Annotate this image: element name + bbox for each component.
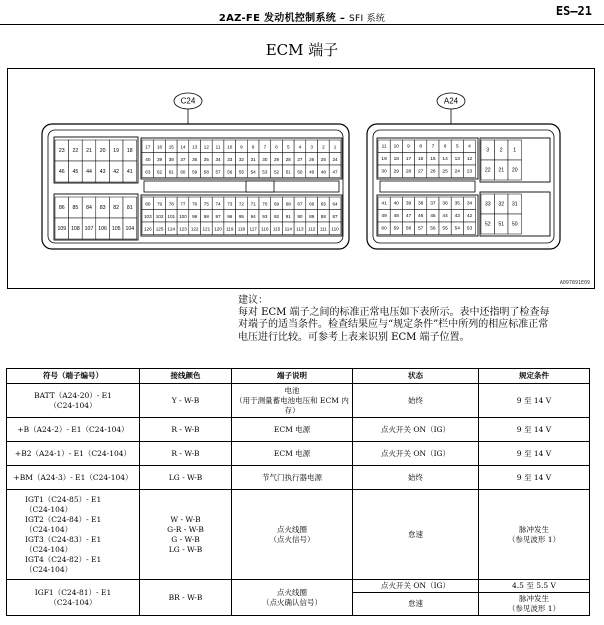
c24-right-pin-label-119: 119 xyxy=(226,226,234,232)
a24-left-pin-label-38: 38 xyxy=(418,201,424,207)
cell-desc: ECM 电源 xyxy=(232,442,353,466)
a24-left-pin-label-24: 24 xyxy=(454,169,460,175)
cell-color: R - W-B xyxy=(140,418,232,442)
a24-left-pin-label-60: 60 xyxy=(381,226,387,232)
c24-right-pin-label-92: 92 xyxy=(273,213,280,219)
a24-right-pin-label-51: 51 xyxy=(498,221,505,228)
c24-right-pin-label-50: 50 xyxy=(297,169,303,175)
c24-left-pin-label-81: 81 xyxy=(126,205,133,211)
a24-left-pin-label-35: 35 xyxy=(454,201,460,207)
c24-right-pin-label-58: 58 xyxy=(203,169,209,175)
a24-left-pin-label-40: 40 xyxy=(393,201,399,207)
c24-right-pin-label-125: 125 xyxy=(155,226,164,232)
a24-left-pin-label-42: 42 xyxy=(466,213,473,219)
c24-right-pin-label-87: 87 xyxy=(332,213,338,219)
c24-right-pin-label-56: 56 xyxy=(227,169,233,175)
c24-right-pin-label-80: 80 xyxy=(145,201,151,207)
a24-left-pin-label-34: 34 xyxy=(466,201,473,207)
cell-symbol: IGT1（C24-85）- E1 （C24-104） IGT2（C24-84）- E1 （C24-104） IGT3（C24-83）- E1 （C24-104） IGT4（C24-82）- E1 （C24-104） xyxy=(7,490,140,580)
a24-left-pin-label-30: 30 xyxy=(381,169,387,175)
cell-state: 点火开关 ON（IG） xyxy=(353,418,479,442)
c24-left-pin-label-82: 82 xyxy=(113,205,120,211)
a24-left-pin-label-8: 8 xyxy=(419,144,423,150)
c24-right-pin-label-13: 13 xyxy=(192,144,198,150)
c24-right-pin-label-75: 75 xyxy=(203,201,209,207)
c24-right-pin-label-3: 3 xyxy=(310,144,313,150)
c24-right-pin-label-31: 31 xyxy=(250,156,256,162)
cell-desc: ECM 电源 xyxy=(232,418,353,442)
a24-left-pin-label-47: 47 xyxy=(405,213,412,219)
c24-right-pin-label-48: 48 xyxy=(320,169,326,175)
c24-right-pin-label-39: 39 xyxy=(156,156,163,162)
a24-right-pin-label-33: 33 xyxy=(484,201,491,208)
c24-right-pin-label-91: 91 xyxy=(285,213,291,219)
a24-left-pin-label-27: 27 xyxy=(418,169,424,175)
cell-desc: 点火线圈 （点火确认信号） xyxy=(232,580,353,616)
c24-right-pin-label-40: 40 xyxy=(145,156,151,162)
advice-heading: 建议： xyxy=(238,295,268,306)
c24-left-pin-label-23: 23 xyxy=(58,148,65,154)
page-header xyxy=(0,0,604,25)
cell-spec: 4.5 至 5.5 V xyxy=(479,580,590,593)
a24-left-pin-label-12: 12 xyxy=(466,156,473,162)
c24-right-pin-label-54: 54 xyxy=(250,169,256,175)
c24-right-pin-label-122: 122 xyxy=(190,226,199,232)
diagram-code: A097891E09 xyxy=(559,280,590,286)
a24-left-pin-label-53: 53 xyxy=(466,226,473,232)
cell-color: W - W-B G-R - W-B G - W-B LG - W-B xyxy=(140,490,232,580)
a24-left-pin-label-57: 57 xyxy=(418,226,424,232)
c24-right-pin-label-51: 51 xyxy=(285,169,291,175)
c24-left-pin-label-42: 42 xyxy=(113,169,120,175)
c24-right-pin-label-2: 2 xyxy=(322,144,325,150)
c24-right-pin-label-25: 25 xyxy=(320,156,326,162)
a24-right-pin-label-21: 21 xyxy=(498,167,505,174)
c24-right-pin-label-114: 114 xyxy=(284,226,292,232)
advice-body: 每对 ECM 端子之间的标准正常电压如下表所示。表中还指明了检查每对端子的适当条件。检查结果应与“规定条件”栏中所列的相应标准正常电压进行比较。可参考上表来识别 ECM 端子位置。 xyxy=(238,307,550,343)
c24-right-pin-label-4: 4 xyxy=(298,144,302,150)
c24-right-pin-label-59: 59 xyxy=(192,169,198,175)
c24-right-pin-label-74: 74 xyxy=(215,201,221,207)
a24-left-pin-label-29: 29 xyxy=(393,169,399,175)
c24-right-pin-label-61: 61 xyxy=(168,169,174,175)
cell-state: 始终 xyxy=(353,384,479,418)
c24-right-pin-label-8: 8 xyxy=(251,144,255,150)
table-row xyxy=(7,384,590,418)
c24-left-pin-label-105: 105 xyxy=(111,226,121,232)
c24-right-pin-label-28: 28 xyxy=(285,156,291,162)
col-description: 端子说明 xyxy=(232,369,353,384)
cell-state: 点火开关 ON（IG） xyxy=(353,580,479,593)
cell-desc: 电池 （用于测量蓄电池电压和 ECM 内存） xyxy=(232,384,353,418)
c24-right-pin-label-90: 90 xyxy=(297,213,303,219)
c24-right-pin-label-64: 64 xyxy=(332,201,338,207)
connector-drawing xyxy=(8,69,594,288)
a24-left-pin-label-28: 28 xyxy=(405,169,412,175)
page-title: ECM 端子 xyxy=(265,41,339,59)
a24-right-pin-label-20: 20 xyxy=(511,167,518,174)
c24-left-pin-label-19: 19 xyxy=(113,148,120,154)
a24-left-pin-label-15: 15 xyxy=(430,156,436,162)
c24-right-pin-label-17: 17 xyxy=(145,144,151,150)
a24-left-pin-label-43: 43 xyxy=(454,213,460,219)
a24-left-pin-label-58: 58 xyxy=(405,226,412,232)
c24-left-pin-label-85: 85 xyxy=(72,205,79,211)
cell-spec: 9 至 14 V xyxy=(479,442,590,466)
c24-right-pin-label-112: 112 xyxy=(307,226,316,232)
c24-right-pin-label-73: 73 xyxy=(227,201,233,207)
table-row xyxy=(7,418,590,442)
c24-right-pin-label-35: 35 xyxy=(203,156,209,162)
a24-right-pin-label-50: 50 xyxy=(511,221,518,228)
a24-left-pin-label-9: 9 xyxy=(407,144,410,150)
a24-right-pin-label-32: 32 xyxy=(498,201,505,208)
a24-latch-bar xyxy=(380,181,475,192)
col-spec: 规定条件 xyxy=(479,369,590,384)
c24-right-pin-label-70: 70 xyxy=(262,201,268,207)
table-row xyxy=(7,466,590,490)
c24-left-pin-label-45: 45 xyxy=(72,169,79,175)
c24-right-pin-label-89: 89 xyxy=(309,213,315,219)
c24-right-pin-label-88: 88 xyxy=(320,213,326,219)
c24-right-pin-label-29: 29 xyxy=(273,156,280,162)
cell-spec: 9 至 14 V xyxy=(479,384,590,418)
c24-right-pin-label-16: 16 xyxy=(156,144,163,150)
c24-left-pin-label-43: 43 xyxy=(99,169,106,175)
cell-symbol: +B2（A24-1）- E1（C24-104） xyxy=(7,442,140,466)
a24-left-pin-label-5: 5 xyxy=(455,144,459,150)
cell-state: 始终 xyxy=(353,466,479,490)
c24-right-pin-label-94: 94 xyxy=(250,213,256,219)
a24-left-pin-label-45: 45 xyxy=(430,213,436,219)
c24-left-pin-label-21: 21 xyxy=(86,148,92,154)
c24-right-pin-label-10: 10 xyxy=(227,144,233,150)
c24-right-pin-label-102: 102 xyxy=(155,213,164,219)
c24-right-pin-label-97: 97 xyxy=(215,213,221,219)
c24-right-pin-label-99: 99 xyxy=(192,213,198,219)
cell-color: Y - W-B xyxy=(140,384,232,418)
cell-state: 怠速 xyxy=(353,490,479,580)
cell-color: BR - W-B xyxy=(140,580,232,616)
cell-symbol: +B（A24-2）- E1（C24-104） xyxy=(7,418,140,442)
a24-right-pin-label-52: 52 xyxy=(484,221,491,228)
c24-right-pin-label-30: 30 xyxy=(262,156,268,162)
c24-left-pin-label-107: 107 xyxy=(84,226,94,232)
c24-right-pin-label-69: 69 xyxy=(273,201,280,207)
c24-right-pin-label-38: 38 xyxy=(168,156,174,162)
c24-right-pin-label-53: 53 xyxy=(262,169,268,175)
c24-right-pin-label-63: 63 xyxy=(145,169,151,175)
a24-right-pin-label-3: 3 xyxy=(486,147,490,154)
a24-left-pin-label-25: 25 xyxy=(442,169,448,175)
c24-right-pin-label-77: 77 xyxy=(180,201,186,207)
a24-left-pin-label-56: 56 xyxy=(430,226,436,232)
c24-left-pin-label-108: 108 xyxy=(71,226,80,232)
c24-right-pin-label-32: 32 xyxy=(238,156,245,162)
a24-left-pin-label-7: 7 xyxy=(431,144,435,150)
cell-spec: 脉冲发生 （参见波形 1） xyxy=(479,490,590,580)
c24-left-pin-label-104: 104 xyxy=(125,226,135,232)
a24-left-pin-label-4: 4 xyxy=(468,144,471,150)
c24-right-pin-label-47: 47 xyxy=(332,169,338,175)
c24-right-pin-label-60: 60 xyxy=(180,169,186,175)
c24-left-pin-label-22: 22 xyxy=(72,148,79,154)
a24-left-pin-label-44: 44 xyxy=(442,213,448,219)
col-symbol: 符号（端子编号） xyxy=(7,369,140,384)
a24-left-pin-label-16: 16 xyxy=(418,156,424,162)
a24-left-pin-label-49: 49 xyxy=(381,213,387,219)
a24-left-pin-label-59: 59 xyxy=(393,226,399,232)
c24-right-pin-label-115: 115 xyxy=(272,226,281,232)
a24-left-pin-label-10: 10 xyxy=(393,144,399,150)
c24-latch-tab xyxy=(246,181,274,192)
c24-right-pin-label-123: 123 xyxy=(179,226,187,232)
c24-right-pin-label-120: 120 xyxy=(214,226,222,232)
c24-right-pin-label-113: 113 xyxy=(296,226,304,232)
cell-symbol: IGF1（C24-81）- E1 （C24-104） xyxy=(7,580,140,616)
c24-left-pin-label-44: 44 xyxy=(86,169,92,175)
cell-spec: 9 至 14 V xyxy=(479,466,590,490)
a24-left-pin-label-41: 41 xyxy=(381,201,387,207)
c24-right-pin-label-117: 117 xyxy=(249,226,257,232)
c24-right-pin-label-93: 93 xyxy=(262,213,268,219)
c24-right-pin-label-27: 27 xyxy=(297,156,303,162)
a24-left-pin-label-48: 48 xyxy=(393,213,399,219)
c24-right-pin-label-11: 11 xyxy=(215,144,221,150)
cell-state: 怠速 xyxy=(353,593,479,616)
a24-left-pin-label-36: 36 xyxy=(442,201,448,207)
a24-label: A24 xyxy=(443,96,459,106)
c24-right-pin-label-98: 98 xyxy=(203,213,209,219)
cell-spec: 9 至 14 V xyxy=(479,418,590,442)
c24-right-pin-label-111: 111 xyxy=(319,226,327,232)
a24-left-pin-label-18: 18 xyxy=(393,156,399,162)
c24-right-pin-label-100: 100 xyxy=(179,213,187,219)
col-wire-color: 接线颜色 xyxy=(140,369,232,384)
header-title-sub: SFI 系统 xyxy=(348,14,386,24)
c24-right-pin-label-96: 96 xyxy=(227,213,233,219)
col-state: 状态 xyxy=(353,369,479,384)
c24-right-pin-label-24: 24 xyxy=(332,156,338,162)
c24-left-pin-label-20: 20 xyxy=(99,148,106,154)
page-number: ES–21 xyxy=(555,4,592,18)
c24-right-pin-label-52: 52 xyxy=(273,169,280,175)
c24-right-pin-label-79: 79 xyxy=(156,201,163,207)
c24-left-pin-label-84: 84 xyxy=(86,205,92,211)
c24-right-pin-label-55: 55 xyxy=(238,169,245,175)
table-row xyxy=(7,490,590,580)
a24-left-pin-label-54: 54 xyxy=(454,226,460,232)
table-header-row xyxy=(7,369,590,384)
a24-left-pin-label-6: 6 xyxy=(443,144,447,150)
c24-right-pin-label-15: 15 xyxy=(168,144,174,150)
c24-right-pin-label-34: 34 xyxy=(215,156,221,162)
header-title-main: 2AZ-FE 发动机控制系统 – xyxy=(218,13,346,24)
a24-left-pin-label-39: 39 xyxy=(405,201,412,207)
c24-label: C24 xyxy=(180,96,196,106)
a24-left-pin-label-55: 55 xyxy=(442,226,448,232)
cell-desc: 节气门执行器电源 xyxy=(232,466,353,490)
c24-right-pin-label-66: 66 xyxy=(309,201,315,207)
c24-right-pin-label-37: 37 xyxy=(180,156,186,162)
a24-left-pin-label-46: 46 xyxy=(418,213,424,219)
a24-left-pin-label-26: 26 xyxy=(430,169,436,175)
c24-right-pin-label-7: 7 xyxy=(263,144,267,150)
c24-right-pin-label-121: 121 xyxy=(202,226,211,232)
advice-block xyxy=(238,295,558,344)
cell-symbol: BATT（A24-20）- E1 （C24-104） xyxy=(7,384,140,418)
c24-right-pin-label-57: 57 xyxy=(215,169,221,175)
c24-right-pin-label-14: 14 xyxy=(180,144,186,150)
c24-right-pin-label-95: 95 xyxy=(238,213,245,219)
c24-right-pin-label-49: 49 xyxy=(309,169,315,175)
a24-left-pin-label-23: 23 xyxy=(466,169,473,175)
c24-right-pin-label-5: 5 xyxy=(286,144,290,150)
c24-right-pin-label-78: 78 xyxy=(168,201,174,207)
cell-color: LG - W-B xyxy=(140,466,232,490)
c24-right-pin-label-26: 26 xyxy=(309,156,315,162)
c24-right-pin-label-6: 6 xyxy=(275,144,278,150)
c24-right-pin-label-101: 101 xyxy=(167,213,176,219)
c24-right-pin-label-65: 65 xyxy=(320,201,326,207)
c24-right-pin-label-67: 67 xyxy=(297,201,303,207)
c24-right-pin-label-12: 12 xyxy=(203,144,209,150)
header-title xyxy=(0,9,604,24)
a24-left-pin-label-14: 14 xyxy=(442,156,448,162)
c24-left-pin-label-83: 83 xyxy=(99,205,106,211)
c24-left-pin-label-46: 46 xyxy=(58,169,65,175)
c24-right-pin-label-62: 62 xyxy=(156,169,163,175)
c24-right-pin-label-116: 116 xyxy=(261,226,269,232)
c24-right-pin-label-33: 33 xyxy=(227,156,233,162)
a24-left-pin-label-19: 19 xyxy=(381,156,387,162)
c24-right-pin-label-71: 71 xyxy=(250,201,256,207)
table-row xyxy=(7,580,590,593)
table-row xyxy=(7,442,590,466)
c24-left-pin-label-109: 109 xyxy=(57,226,67,232)
a24-left-pin-label-11: 11 xyxy=(381,144,387,150)
a24-right-pin-label-22: 22 xyxy=(484,167,491,174)
cell-state: 点火开关 ON（IG） xyxy=(353,442,479,466)
a24-right-pin-label-2: 2 xyxy=(499,147,503,154)
c24-right-pin-label-110: 110 xyxy=(331,226,339,232)
ecm-connector-diagram xyxy=(7,68,595,289)
a24-right-pin-label-31: 31 xyxy=(511,201,518,208)
cell-spec: 脉冲发生 （参见波形 1） xyxy=(479,593,590,616)
cell-color: R - W-B xyxy=(140,442,232,466)
terminal-table xyxy=(6,368,590,616)
c24-latch-bar xyxy=(144,181,339,192)
c24-right-pin-label-1: 1 xyxy=(333,144,337,150)
c24-right-pin-label-68: 68 xyxy=(285,201,291,207)
c24-right-pin-label-118: 118 xyxy=(237,226,246,232)
c24-left-pin-label-86: 86 xyxy=(58,205,65,211)
c24-right-pin-label-76: 76 xyxy=(192,201,198,207)
c24-right-pin-label-72: 72 xyxy=(238,201,245,207)
c24-right-pin-label-124: 124 xyxy=(167,226,176,232)
c24-left-pin-label-106: 106 xyxy=(98,226,107,232)
c24-left-pin-label-18: 18 xyxy=(126,148,133,154)
a24-left-pin-label-17: 17 xyxy=(405,156,412,162)
cell-desc: 点火线圈 （点火信号） xyxy=(232,490,353,580)
c24-left-pin-label-41: 41 xyxy=(126,169,133,175)
c24-right-pin-label-103: 103 xyxy=(144,213,152,219)
c24-right-pin-label-9: 9 xyxy=(240,144,243,150)
c24-right-pin-label-126: 126 xyxy=(144,226,152,232)
a24-left-pin-label-13: 13 xyxy=(454,156,460,162)
cell-symbol: +BM（A24-3）- E1（C24-104） xyxy=(7,466,140,490)
a24-left-pin-label-37: 37 xyxy=(430,201,436,207)
c24-right-pin-label-36: 36 xyxy=(192,156,198,162)
a24-right-pin-label-1: 1 xyxy=(513,147,517,154)
